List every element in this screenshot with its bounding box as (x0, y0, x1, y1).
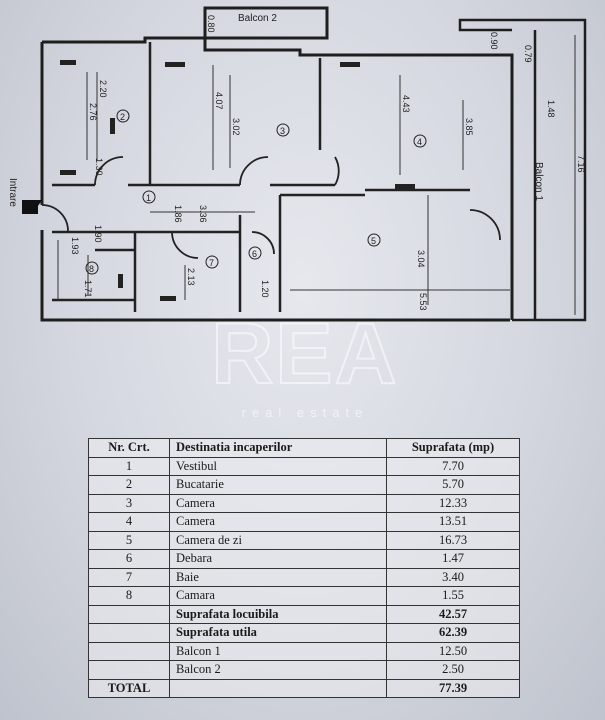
table-row-utila (89, 624, 520, 643)
intrare-label: Intrare (7, 178, 18, 207)
cell-empty (89, 605, 170, 624)
room-number: 7 (209, 258, 215, 268)
table-row (89, 494, 520, 513)
cell-area: 1.47 (387, 550, 520, 569)
cell-area: 62.39 (387, 624, 520, 643)
room-number: 3 (280, 126, 286, 136)
cell-area: 12.33 (387, 494, 520, 513)
door-swings (42, 157, 500, 258)
cell-name: Camera (170, 494, 387, 513)
cell-nr: 7 (89, 568, 170, 587)
cell-name: Camera de zi (170, 531, 387, 550)
dim-label: 4.43 (401, 95, 411, 113)
cell-area: 12.50 (387, 642, 520, 661)
cell-area: 13.51 (387, 513, 520, 532)
dim-label: 3.85 (464, 118, 474, 136)
table-row-locuibila (89, 605, 520, 624)
dim-label: 5.53 (418, 293, 428, 311)
room-markers (86, 110, 426, 274)
dim-label: 1.86 (173, 205, 183, 223)
header-nr: Nr. Crt. (89, 439, 170, 458)
table-row-balcon-2 (89, 661, 520, 680)
cell-name: Balcon 1 (170, 642, 387, 661)
dim-label: 4.07 (214, 92, 224, 110)
dim-label: 2.20 (98, 80, 108, 98)
dim-label: 2.76 (88, 103, 98, 121)
dim-label: 3.04 (416, 250, 426, 268)
table-row (89, 568, 520, 587)
room-number: 6 (252, 249, 258, 259)
cell-nr: 2 (89, 476, 170, 495)
cell-name: Camara (170, 587, 387, 606)
table-row-balcon-1 (89, 642, 520, 661)
dim-label: 1.20 (260, 280, 270, 298)
cell-area: 77.39 (387, 679, 520, 698)
cell-name: Balcon 2 (170, 661, 387, 680)
cell-nr: 5 (89, 531, 170, 550)
dim-label: 1.93 (70, 237, 80, 255)
room-number: 1 (146, 193, 152, 203)
room-number: 8 (89, 264, 95, 274)
table-row (89, 476, 520, 495)
table-row (89, 531, 520, 550)
cell-nr: 3 (89, 494, 170, 513)
watermark-tagline: real estate (241, 405, 369, 420)
table-row (89, 457, 520, 476)
dim-label: 0.79 (523, 45, 533, 63)
cell-empty (89, 642, 170, 661)
balcon-1-label: Balcon 1 (533, 162, 544, 201)
cell-nr: 4 (89, 513, 170, 532)
cell-nr: 6 (89, 550, 170, 569)
interior-walls (52, 42, 470, 312)
cell-area: 5.70 (387, 476, 520, 495)
room-number: 4 (417, 137, 423, 147)
room-number: 2 (120, 112, 126, 122)
cell-area: 42.57 (387, 605, 520, 624)
dim-label: 0.80 (206, 15, 216, 33)
cell-name: Camera (170, 513, 387, 532)
cell-empty (89, 661, 170, 680)
cell-nr: 8 (89, 587, 170, 606)
dim-label: 3.02 (231, 118, 241, 136)
table-row (89, 550, 520, 569)
dim-label: 1.90 (93, 225, 103, 243)
cell-area: 7.70 (387, 457, 520, 476)
table-row (89, 513, 520, 532)
cell-area: 1.55 (387, 587, 520, 606)
window-marks (60, 60, 415, 301)
watermark-logo-text: REA (211, 306, 399, 402)
cell-area: 16.73 (387, 531, 520, 550)
dim-label: 2.13 (186, 268, 196, 286)
cell-name: Bucatarie (170, 476, 387, 495)
header-area: Suprafata (mp) (387, 439, 520, 458)
cell-name: Vestibul (170, 457, 387, 476)
cell-nr: 1 (89, 457, 170, 476)
outer-walls (42, 8, 512, 320)
cell-area: 3.40 (387, 568, 520, 587)
cell-name: Suprafata utila (170, 624, 387, 643)
cell-name: Suprafata locuibila (170, 605, 387, 624)
dim-label: 0.90 (489, 32, 499, 50)
dim-label: 3.36 (198, 205, 208, 223)
entrance-marker (22, 200, 38, 214)
table-row (89, 587, 520, 606)
dim-label: 1.30 (94, 158, 104, 176)
balcon-2-label: Balcon 2 (238, 13, 277, 24)
header-destination: Destinatia incaperilor (170, 439, 387, 458)
cell-area: 2.50 (387, 661, 520, 680)
cell-empty (170, 679, 387, 698)
dim-label: 1.48 (546, 100, 556, 118)
balcony-1-outline (460, 20, 585, 320)
room-number: 5 (371, 236, 377, 246)
cell-name: Debara (170, 550, 387, 569)
table-header-row (89, 439, 520, 458)
dimension-values (70, 15, 586, 311)
cell-total-label: TOTAL (89, 679, 170, 698)
table-row-total (89, 679, 520, 698)
room-area-table (88, 438, 520, 698)
rea-watermark-logo (180, 305, 430, 435)
dim-label: 1.71 (83, 280, 93, 298)
dim-label: 7.16 (576, 155, 586, 173)
cell-empty (89, 624, 170, 643)
cell-name: Baie (170, 568, 387, 587)
